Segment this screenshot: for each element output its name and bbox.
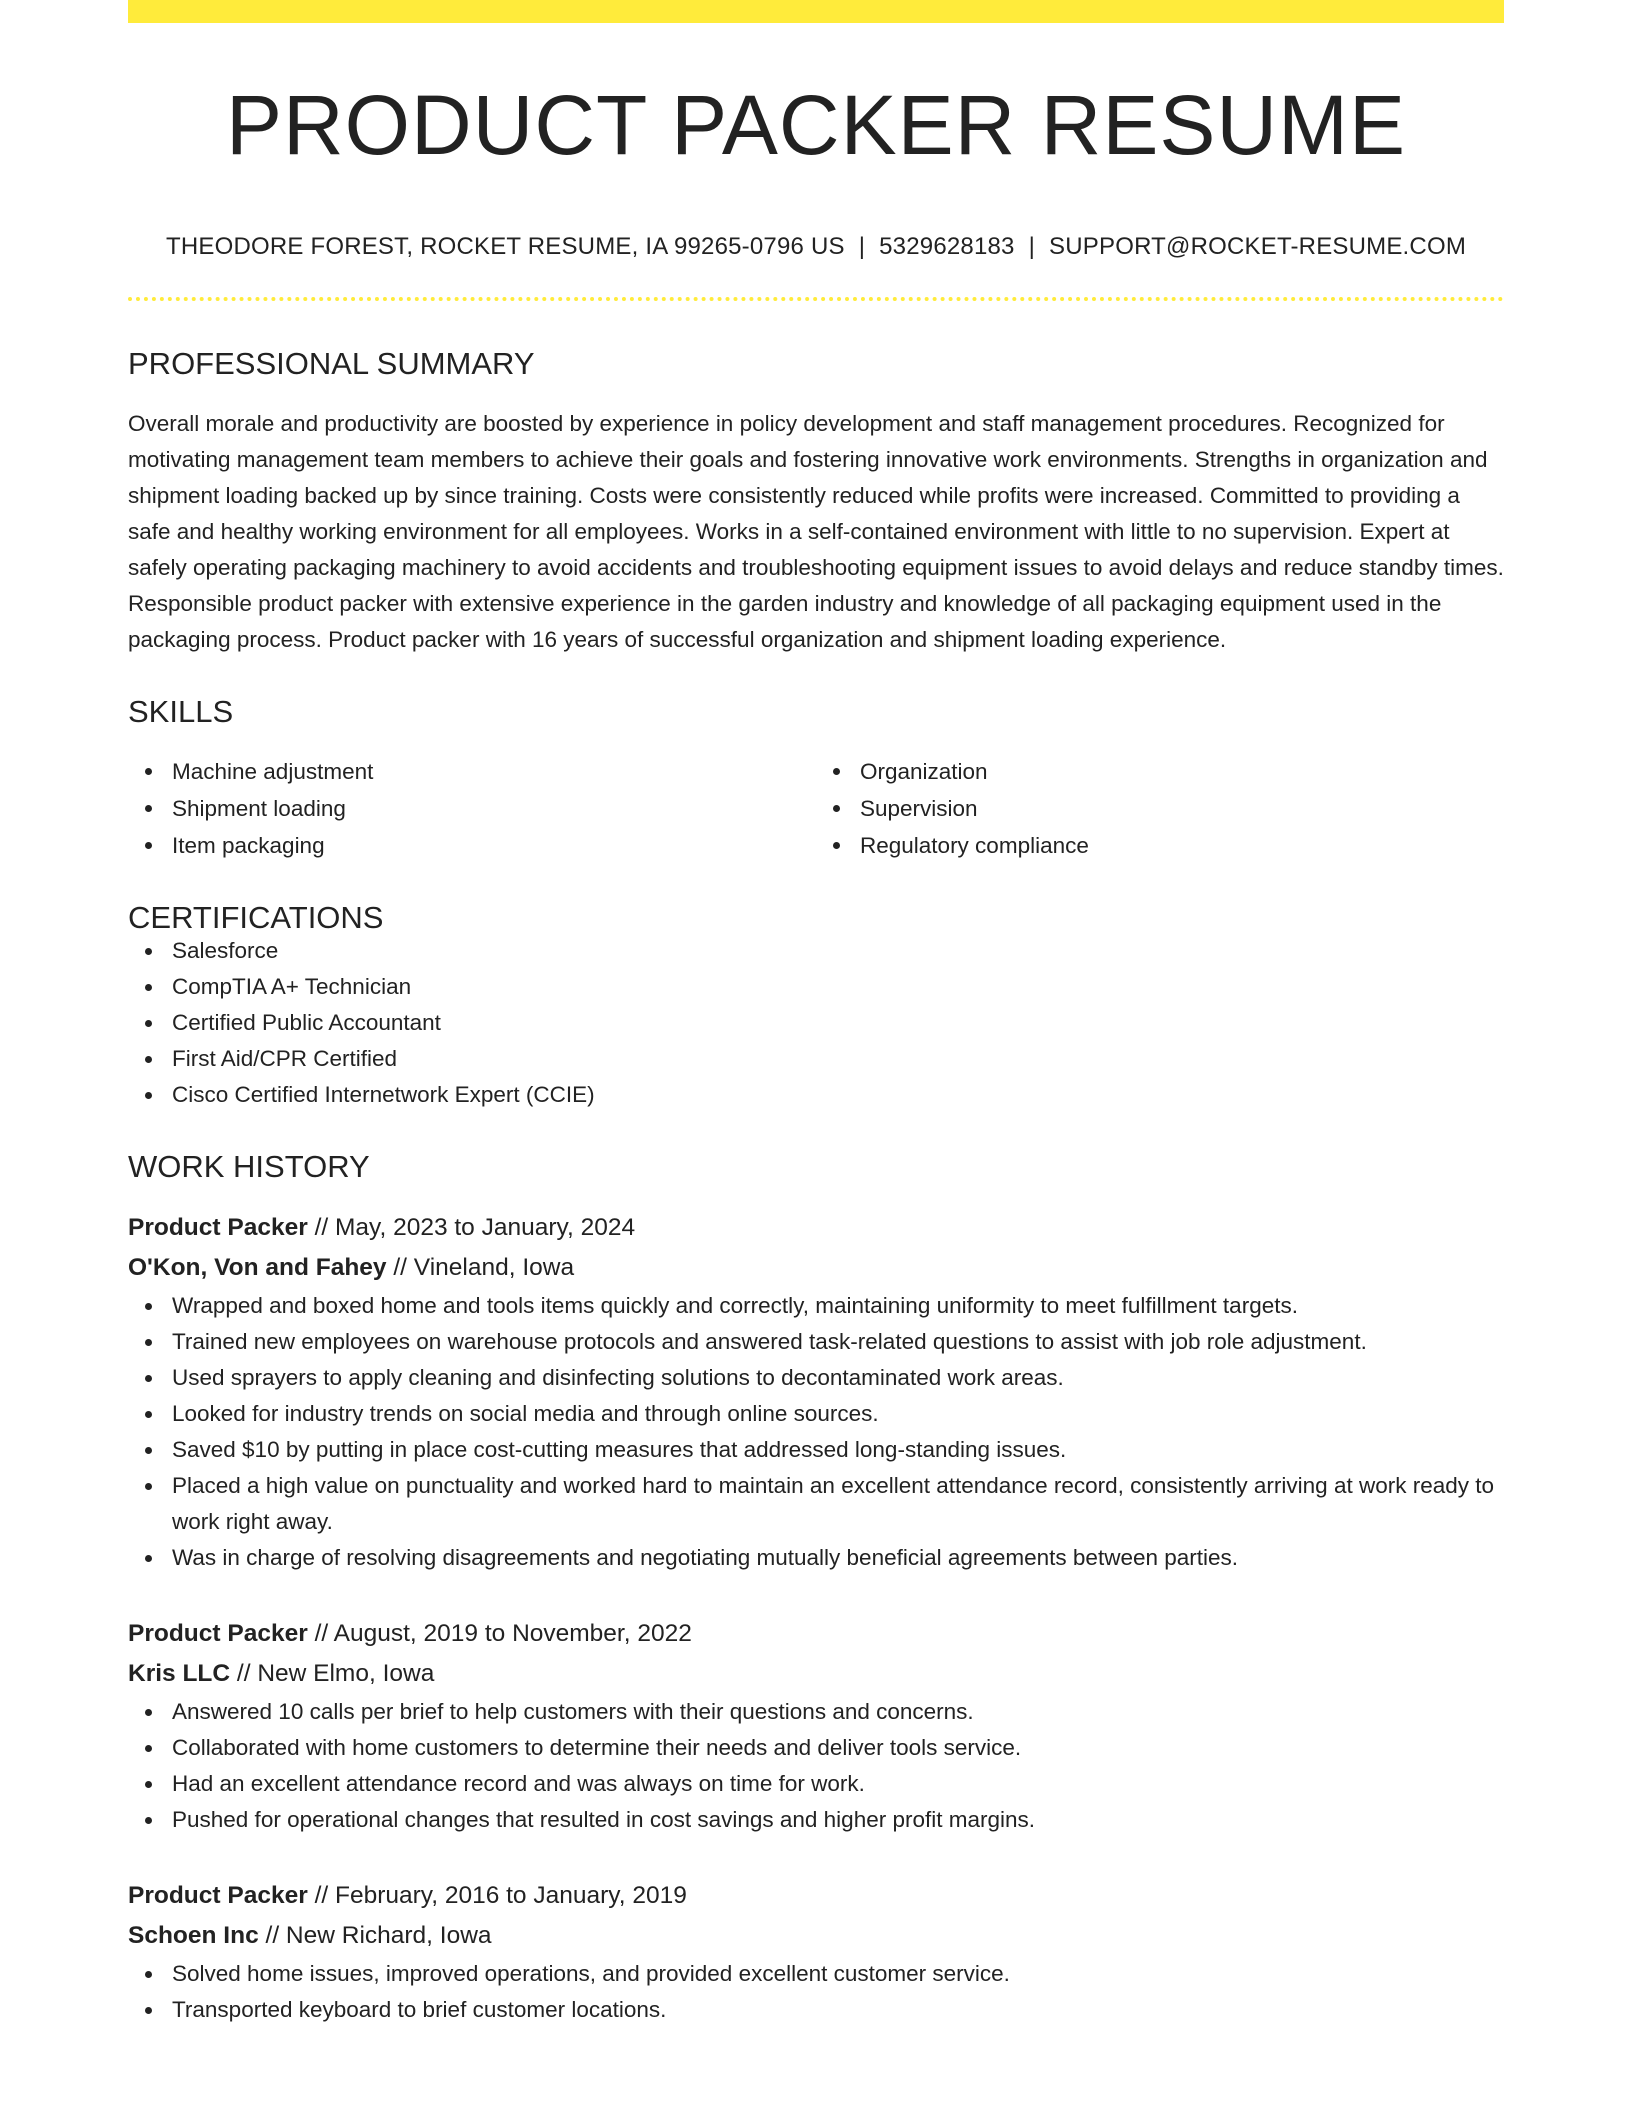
list-item: Used sprayers to apply cleaning and disinfecting solutions to decontaminated work areas.	[128, 1360, 1504, 1396]
job-dates: // May, 2023 to January, 2024	[314, 1213, 636, 1241]
list-item: First Aid/CPR Certified	[128, 1041, 1504, 1077]
list-item: Collaborated with home customers to determine their needs and deliver tools service.	[128, 1730, 1504, 1766]
job-company-line	[128, 1248, 1504, 1288]
list-item: CompTIA A+ Technician	[128, 969, 1504, 1005]
contact-address: THEODORE FOREST, ROCKET RESUME, IA 99265-0796 US	[165, 233, 845, 260]
list-item: Transported keyboard to brief customer locations.	[128, 1992, 1504, 2028]
job-company: O'Kon, Von and Fahey	[128, 1253, 387, 1281]
certifications-list	[128, 933, 1504, 1113]
summary-text: Overall morale and productivity are boosted by experience in policy development and staff management procedures. Recognized for motivating management team members to achieve their goals and fostering innovative work environments. Strengths in organization and shipment loading backed up by since training. Costs were consistently reduced while profits were increased. Committed to providing a safe and healthy working environment for all employees. Works in a self-contained environment with little to no supervision. Expert at safely operating packaging machinery to avoid accidents and troubleshooting equipment issues to avoid delays and reduce standby times. Responsible product packer with extensive experience in the garden industry and knowledge of all packaging equipment used in the packaging process. Product packer with 16 years of successful organization and shipment loading experience.	[128, 410, 1504, 652]
list-item: Supervision	[816, 790, 1504, 827]
job-dates: // February, 2016 to January, 2019	[314, 1881, 687, 1909]
list-item: Looked for industry trends on social media and through online sources.	[128, 1396, 1504, 1432]
job-title-line	[128, 1208, 1504, 1248]
list-item: Cisco Certified Internetwork Expert (CCIE)	[128, 1077, 1504, 1113]
work-history-heading: WORK HISTORY	[128, 1148, 370, 1184]
list-item: Wrapped and boxed home and tools items quickly and correctly, maintaining uniformity to meet fulfillment targets.	[128, 1288, 1504, 1324]
job-title: Product Packer	[128, 1881, 308, 1909]
skills-list-left	[128, 753, 816, 864]
dotted-divider	[128, 297, 1504, 301]
job-location: // New Elmo, Iowa	[236, 1659, 435, 1687]
resume-page	[128, 0, 1504, 2028]
job-bullets	[128, 1694, 1504, 1838]
list-item: Trained new employees on warehouse protocols and answered task-related questions to assist with job role adjustment.	[128, 1324, 1504, 1360]
job-company-line	[128, 1916, 1504, 1956]
certifications-heading: CERTIFICATIONS	[128, 899, 384, 935]
list-item: Machine adjustment	[128, 753, 816, 790]
job-title-line	[128, 1614, 1504, 1654]
job-company-line	[128, 1654, 1504, 1694]
contact-line	[128, 233, 1504, 262]
list-item: Saved $10 by putting in place cost-cutting measures that addressed long-standing issues.	[128, 1432, 1504, 1468]
list-item: Placed a high value on punctuality and worked hard to maintain an excellent attendance record, consistently arriving at work ready to work right away.	[128, 1468, 1504, 1540]
job-dates: // August, 2019 to November, 2022	[314, 1619, 692, 1647]
list-item: Shipment loading	[128, 790, 816, 827]
resume-title: PRODUCT PACKER RESUME	[225, 78, 1407, 172]
list-item: Salesforce	[128, 933, 1504, 969]
job-bullets	[128, 1288, 1504, 1576]
list-item: Regulatory compliance	[816, 827, 1504, 864]
accent-top-bar	[128, 0, 1504, 23]
list-item: Was in charge of resolving disagreements and negotiating mutually beneficial agreements between parties.	[128, 1540, 1504, 1576]
job-company: Kris LLC	[128, 1659, 231, 1687]
job-entry	[128, 1876, 1504, 2028]
contact-email: SUPPORT@ROCKET-RESUME.COM	[1049, 233, 1467, 260]
list-item: Certified Public Accountant	[128, 1005, 1504, 1041]
skills-grid	[128, 753, 1504, 864]
job-title: Product Packer	[128, 1619, 308, 1647]
skills-column-left	[128, 753, 816, 864]
job-company: Schoen Inc	[128, 1921, 259, 1949]
job-location: // New Richard, Iowa	[265, 1921, 492, 1949]
job-entry	[128, 1208, 1504, 1576]
skills-column-right	[816, 753, 1504, 864]
list-item: Item packaging	[128, 827, 816, 864]
list-item: Pushed for operational changes that resulted in cost savings and higher profit margins.	[128, 1802, 1504, 1838]
job-title-line	[128, 1876, 1504, 1916]
job-title: Product Packer	[128, 1213, 308, 1241]
summary-heading: PROFESSIONAL SUMMARY	[128, 345, 535, 381]
list-item: Answered 10 calls per brief to help customers with their questions and concerns.	[128, 1694, 1504, 1730]
contact-separator: |	[1028, 233, 1036, 260]
job-location: // Vineland, Iowa	[393, 1253, 575, 1281]
list-item: Had an excellent attendance record and was always on time for work.	[128, 1766, 1504, 1802]
list-item: Organization	[816, 753, 1504, 790]
contact-phone: 5329628183	[879, 233, 1015, 260]
skills-list-right	[816, 753, 1504, 864]
list-item: Solved home issues, improved operations, and provided excellent customer service.	[128, 1956, 1504, 1992]
job-bullets	[128, 1956, 1504, 2028]
job-entry	[128, 1614, 1504, 1838]
skills-heading: SKILLS	[128, 693, 234, 729]
contact-separator: |	[858, 233, 866, 260]
